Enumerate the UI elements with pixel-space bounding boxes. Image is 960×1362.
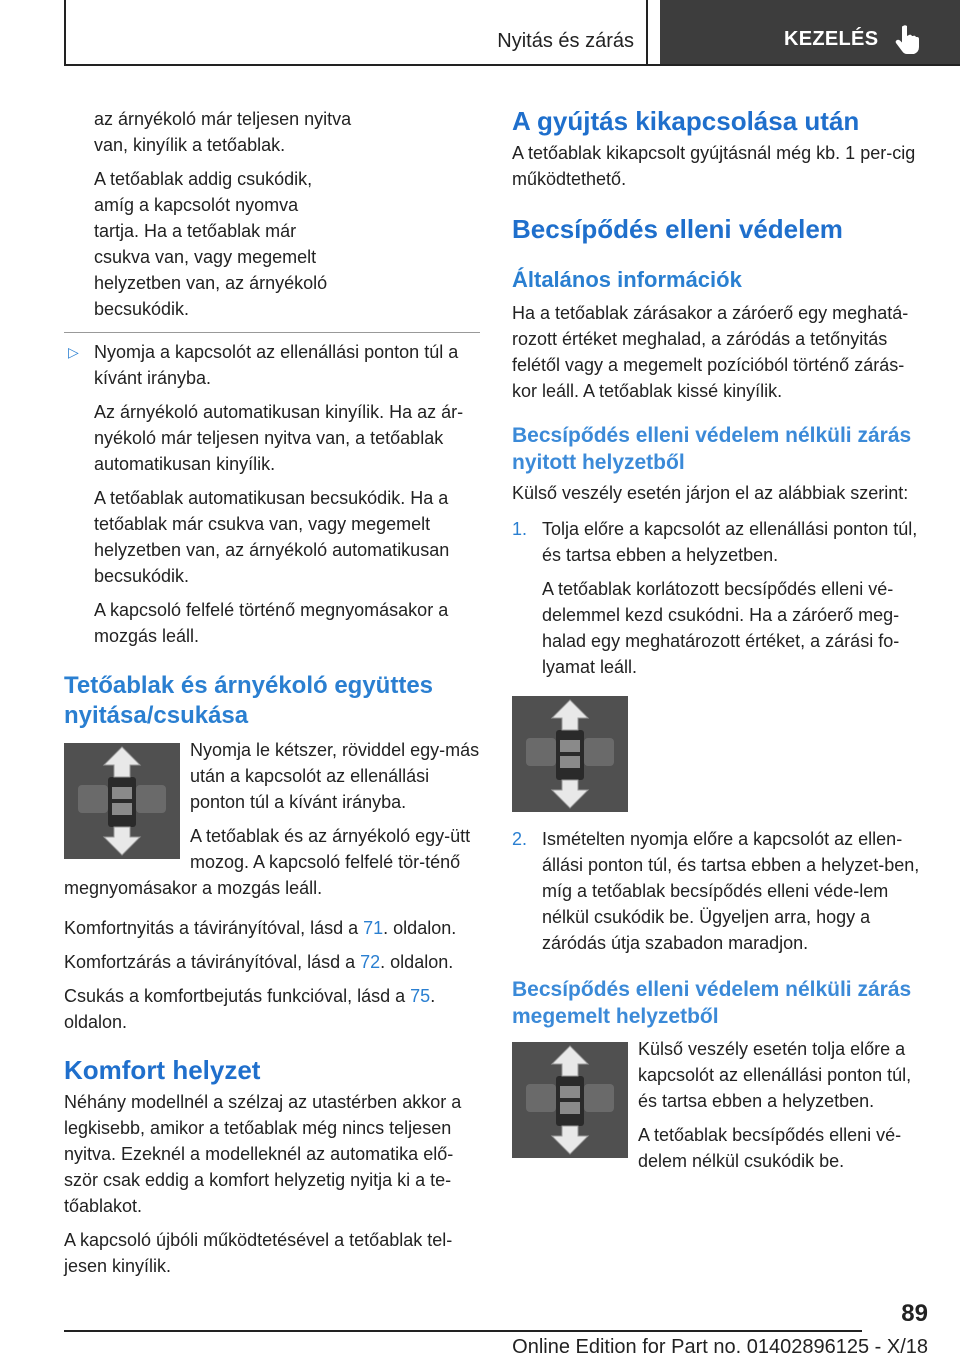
bullet-marker: ▷ <box>68 344 79 360</box>
step-2 <box>512 826 928 956</box>
bullet-result-3: A kapcsoló felfelé történő megnyomásakor a mozgás leáll. <box>94 600 449 646</box>
ignition-paragraph: A tetőablak kikapcsolt gyújtásnál még kb. 1 per-cig működtethető. <box>512 143 916 189</box>
step-1 <box>512 516 928 568</box>
general-paragraph: Ha a tetőablak zárásakor a záróerő egy meghatá-rozott értéket meghalad, a záródás a tetőnyitás felétől vagy a megemelt pozícióból történő zárás-kor leáll. A tetőablak kissé kinyílik. <box>512 303 909 401</box>
raised-paragraph-1: Külső veszély esetén tolja előre a kapcsolót az ellenállási ponton túl, és tartsa ebben a helyzetben. <box>638 1039 912 1111</box>
bullet-item <box>64 339 480 391</box>
heading-general-info: Általános információk <box>512 267 742 292</box>
header-section-title: Nyitás és zárás <box>497 30 634 52</box>
roof-switch-illustration-3 <box>512 1042 628 1158</box>
hand-pointer-icon <box>894 24 920 54</box>
step-2-number: 2. <box>512 829 528 849</box>
roof-switch-illustration-2 <box>512 696 628 812</box>
heading-pinch-protection: Becsípődés elleni védelem <box>512 214 843 244</box>
step-1-number: 1. <box>512 519 528 539</box>
together-paragraph-2: A tetőablak és az árnyékoló egy-ütt mozog. A kapcsoló felfelé tör-ténő megnyomásakor a mozgás leáll. <box>64 826 471 898</box>
header-section <box>66 0 648 64</box>
step-1-note: A tetőablak korlátozott becsípődés elleni vé-delemmel kezd csukódni. Ha a záróerő meg-halad egy meghatározott értéket, a zárási fo-lyamat leáll. <box>542 579 900 677</box>
step-2-text: Ismételten nyomja előre a kapcsolót az ellen-állási ponton túl, és tartsa ebben a helyzet-ben, míg a tetőablak becsípődés elleni véde-lem nélkül csukódik be. Ügyeljen arra, hogy a záródás útja szabadon maradjon. <box>542 829 920 953</box>
reference-remote-open: Komfortnyitás a távirányítóval, lásd a 71. oldalon. <box>64 918 457 938</box>
page-link-75[interactable]: 75 <box>410 986 431 1006</box>
header-rule <box>64 64 960 66</box>
header-chapter-tab <box>660 0 960 66</box>
comfort-paragraph-2: A kapcsoló újbóli működtetésével a tetőablak tel-jesen kinyílik. <box>64 1230 453 1276</box>
raised-paragraph-2: A tetőablak becsípődés elleni vé-delem nélkül csukódik be. <box>638 1125 902 1171</box>
step-1-text: Tolja előre a kapcsolót az ellenállási ponton túl, és tartsa ebben a helyzetben. <box>542 519 918 565</box>
continued-paragraph-1: az árnyékoló már teljesen nyitva van, kinyílik a tetőablak. <box>94 109 352 155</box>
page-link-71[interactable]: 71 <box>363 918 384 938</box>
footer-edition: Online Edition for Part no. 01402896125 - X/18 <box>512 1336 928 1358</box>
roof-switch-figure-3 <box>512 1042 628 1158</box>
heading-comfort-position: Komfort helyzet <box>64 1055 261 1085</box>
footer-rule <box>64 1330 862 1332</box>
page-number: 89 <box>901 1300 928 1327</box>
heading-close-from-raised: Becsípődés elleni védelem nélküli zárás megemelt helyzetből <box>512 978 912 1028</box>
left-column <box>64 106 480 1279</box>
reference-remote-close: Komfortzárás a távirányítóval, lásd a 72. oldalon. <box>64 952 454 972</box>
open-intro: Külső veszély esetén járjon el az alábbiak szerint: <box>512 483 909 503</box>
heading-after-ignition: A gyújtás kikapcsolása után <box>512 106 860 136</box>
reference-comfort-access: Csukás a komfortbejutás funkcióval, lásd a 75. oldalon. <box>64 986 436 1032</box>
bullet-result-1: Az árnyékoló automatikusan kinyílik. Ha az ár-nyékoló már teljesen nyitva van, a tetőablak automatikusan kinyílik. <box>94 402 464 474</box>
together-paragraph-1: Nyomja le kétszer, röviddel egy-más után a kapcsolót az ellenállási ponton túl a kívánt irányba. <box>190 740 480 812</box>
roof-switch-illustration <box>64 743 180 859</box>
heading-together: Tetőablak és árnyékoló együttes nyitása/csukása <box>64 672 434 729</box>
roof-switch-figure <box>64 743 180 859</box>
roof-switch-figure-2 <box>512 696 628 812</box>
comfort-paragraph-1: Néhány modellnél a szélzaj az utastérben akkor a legkisebb, amikor a tetőablak még nincs teljesen nyitva. Ezeknél a modelleknél az automatika elő-ször csak eddig a komfort helyzetig nyitja ki a te-tőablakot. <box>64 1092 462 1216</box>
heading-close-from-open: Becsípődés elleni védelem nélküli zárás nyitott helyzetből <box>512 424 912 474</box>
header-chapter-title: KEZELÉS <box>784 28 879 50</box>
bullet-result-2: A tetőablak automatikusan becsukódik. Ha a tetőablak már csukva van, vagy megemelt helyzetben van, az árnyékoló automatikusan becsukódik. <box>94 488 450 586</box>
bullet-text: Nyomja a kapcsolót az ellenállási ponton túl a kívánt irányba. <box>94 342 459 388</box>
bullet-divider <box>64 332 480 339</box>
continued-paragraph-2: A tetőablak addig csukódik, amíg a kapcsolót nyomva tartja. Ha a tetőablak már csukva van, vagy megemelt helyzetben van, az árnyékoló becsukódik. <box>94 169 328 319</box>
page-link-72[interactable]: 72 <box>360 952 381 972</box>
right-column <box>512 106 928 1174</box>
